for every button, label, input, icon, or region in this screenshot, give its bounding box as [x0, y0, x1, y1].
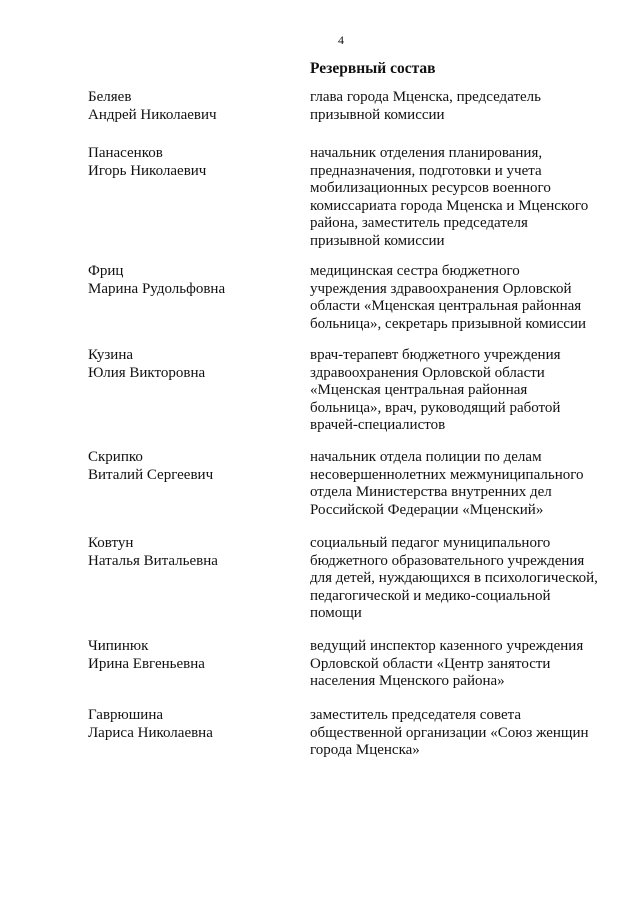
member-given-names: Виталий Сергеевич [88, 466, 214, 483]
member-role [310, 89, 610, 124]
member-role [310, 638, 610, 691]
member-name [88, 145, 288, 180]
member-name [88, 449, 288, 484]
member-surname: Панасенков [88, 145, 163, 161]
role-line: города Мценска» [310, 742, 420, 759]
role-line: педагогической и медико-социальной [310, 587, 551, 604]
member-name [88, 263, 288, 298]
member-name [88, 89, 288, 124]
role-line: врачей-специалистов [310, 417, 446, 434]
member-given-names: Ирина Евгеньевна [88, 655, 205, 672]
role-line: призывной комиссии [310, 106, 445, 123]
member-name [88, 707, 288, 742]
role-line: отдела Министерства внутренних дел [310, 484, 552, 501]
member-surname: Кузина [88, 347, 134, 363]
member-given-names: Игорь Николаевич [88, 162, 207, 179]
member-role [310, 263, 610, 333]
role-line: предназначения, подготовки и учета [310, 162, 542, 179]
member-surname: Фриц [88, 263, 124, 279]
member-given-names: Марина Рудольфовна [88, 280, 226, 297]
role-line: района, заместитель председателя [310, 215, 528, 232]
role-line: начальник отделения планирования, [310, 145, 543, 161]
role-line: мобилизационных ресурсов военного [310, 180, 551, 197]
role-line: призывной комиссии [310, 232, 445, 249]
member-surname: Чипинюк [88, 638, 149, 654]
section-title: Резервный состав [310, 60, 436, 77]
member-surname: Гаврюшина [88, 707, 164, 723]
member-role [310, 535, 610, 623]
member-given-names: Юлия Викторовна [88, 364, 206, 381]
role-line: больница», врач, руководящий работой [310, 399, 561, 416]
member-role [310, 347, 610, 435]
role-line: помощи [310, 605, 362, 622]
member-surname: Ковтун [88, 535, 134, 551]
role-line: заместитель председателя совета [310, 707, 522, 723]
member-name [88, 347, 288, 382]
member-name [88, 638, 288, 673]
role-line: медицинская сестра бюджетного [310, 263, 520, 279]
member-role [310, 449, 610, 519]
member-surname: Беляев [88, 89, 132, 105]
member-given-names: Лариса Николаевна [88, 724, 213, 741]
role-line: учреждения здравоохранения Орловской [310, 280, 572, 297]
role-line: Орловской области «Центр занятости [310, 655, 551, 672]
role-line: ведущий инспектор казенного учреждения [310, 638, 584, 654]
role-line: области «Мценская центральная районная [310, 298, 582, 315]
role-line: социальный педагог муниципального [310, 535, 551, 551]
role-line: несовершеннолетних межмуниципального [310, 466, 584, 483]
role-line: Российской Федерации «Мценский» [310, 501, 544, 518]
member-role [310, 707, 610, 760]
role-line: для детей, нуждающихся в психологической, [310, 570, 598, 587]
member-role [310, 145, 610, 251]
member-name [88, 535, 288, 570]
role-line: начальник отдела полиции по делам [310, 449, 542, 465]
member-surname: Скрипко [88, 449, 143, 465]
role-line: врач-терапевт бюджетного учреждения [310, 347, 561, 363]
role-line: общественной организации «Союз женщин [310, 724, 589, 741]
role-line: бюджетного образовательного учреждения [310, 552, 585, 569]
role-line: здравоохранения Орловской области [310, 364, 545, 381]
role-line: глава города Мценска, председатель [310, 89, 541, 105]
role-line: больница», секретарь призывной комиссии [310, 315, 587, 332]
role-line: комиссариата города Мценска и Мценского [310, 197, 589, 214]
role-line: населения Мценского района» [310, 673, 505, 690]
member-given-names: Наталья Витальевна [88, 552, 218, 569]
member-given-names: Андрей Николаевич [88, 106, 217, 123]
role-line: «Мценская центральная районная [310, 382, 528, 399]
page-number: 4 [338, 33, 344, 47]
